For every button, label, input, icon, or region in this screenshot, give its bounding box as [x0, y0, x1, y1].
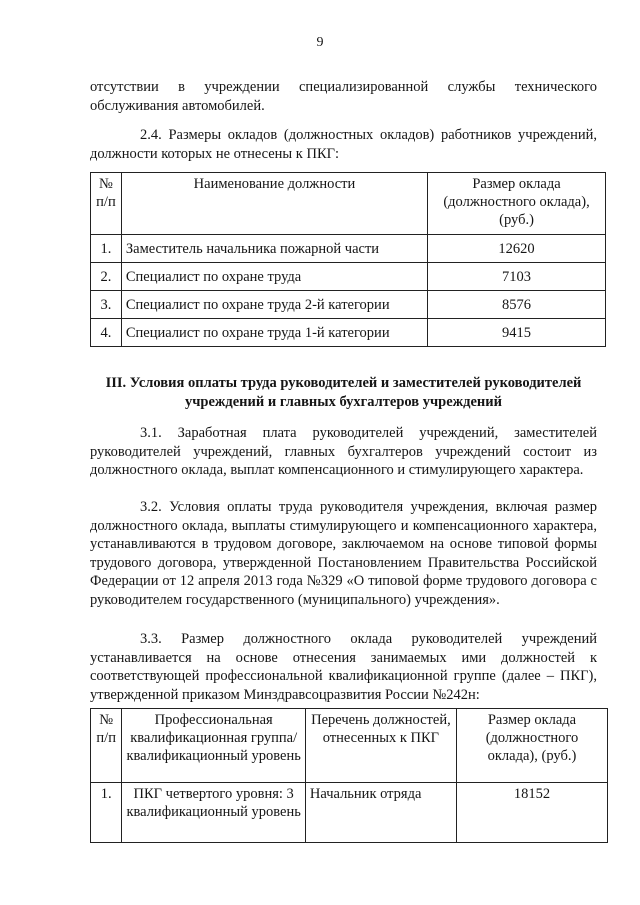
table1-cell-salary: 9415 [428, 319, 606, 347]
table2-cell-num: 1. [91, 783, 122, 843]
table1-cell-salary: 12620 [428, 235, 606, 263]
table-row [91, 291, 606, 319]
table1-header-row [91, 173, 606, 235]
paragraph-continuation: отсутствии в учреждении специализированной службы технического обслуживания автомобилей. [90, 79, 597, 114]
section-heading-3: III. Условия оплаты труда руководителей и заместителей руководителей учреждений и главных бухгалтеров учреждений [105, 375, 582, 410]
table2-header-num: № п/п [91, 709, 122, 783]
table2-header-row [91, 709, 608, 783]
table2-header-salary: Размер оклада (должностного оклада), (руб.) [456, 709, 607, 783]
table1-cell-num: 4. [91, 319, 122, 347]
table-row [91, 235, 606, 263]
table2-cell-salary: 18152 [456, 783, 607, 843]
table1-header-name: Наименование должности [121, 173, 427, 235]
table1-header-salary: Размер оклада (должностного оклада), (руб.) [428, 173, 606, 235]
table1-cell-name: Специалист по охране труда 1-й категории [121, 319, 427, 347]
table1-cell-salary: 7103 [428, 263, 606, 291]
table-row [91, 263, 606, 291]
table1-cell-name: Специалист по охране труда [121, 263, 427, 291]
paragraph-2-4: 2.4. Размеры окладов (должностных окладов) работников учреждений, должности которых не отнесены к ПКГ: [90, 127, 597, 162]
table-row [91, 319, 606, 347]
salary-table-2 [90, 708, 608, 843]
table1-header-num: № п/п [91, 173, 122, 235]
salary-table-1 [90, 172, 606, 347]
paragraph-3-3: 3.3. Размер должностного оклада руководителей учреждений устанавливается на основе отнесения занимаемых ими должностей к соответствующей профессиональной квалификационной группе (далее – ПКГ), утвержденной приказом Минздравсоцразвития России №242н: [90, 631, 597, 703]
paragraph-3-1: 3.1. Заработная плата руководителей учреждений, заместителей руководителей учреждений, главных бухгалтеров учреждений состоит из должностного оклада, выплат компенсационного и стимулирующего характера. [90, 425, 597, 478]
table1-cell-name: Специалист по охране труда 2-й категории [121, 291, 427, 319]
table1-cell-num: 2. [91, 263, 122, 291]
table1-cell-name: Заместитель начальника пожарной части [121, 235, 427, 263]
table2-cell-position: Начальник отряда [305, 783, 456, 843]
table1-cell-num: 3. [91, 291, 122, 319]
table1-cell-salary: 8576 [428, 291, 606, 319]
table1-cell-num: 1. [91, 235, 122, 263]
table-row [91, 783, 608, 843]
page-number: 9 [316, 35, 324, 50]
table2-header-positions: Перечень должностей, отнесенных к ПКГ [305, 709, 456, 783]
table2-cell-group: ПКГ четвертого уровня: 3 квалификационный уровень [122, 783, 305, 843]
table2-header-group: Профессиональная квалификационная группа/ квалификационный уровень [122, 709, 305, 783]
paragraph-3-2: 3.2. Условия оплаты труда руководителя учреждения, включая размер должностного оклада, выплаты стимулирующего и компенсационного характера, устанавливаются в трудовом договоре, заключаемом на основе типовой формы трудового договора, утвержденной Постановлением Правительства Российской Федерации от 12 апреля 2013 года №329 «О типовой форме трудового договора с руководителем государственного (муниципального) учреждения». [90, 499, 597, 608]
